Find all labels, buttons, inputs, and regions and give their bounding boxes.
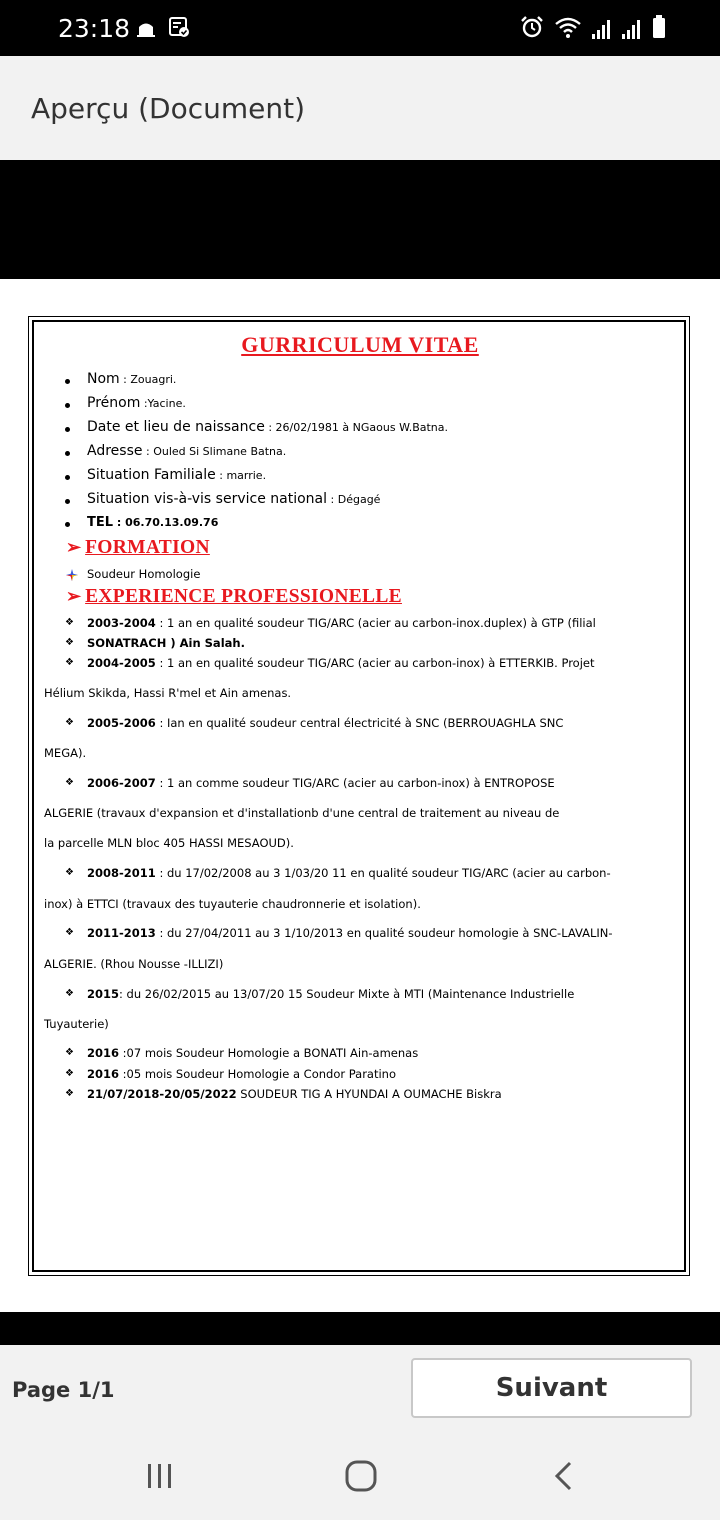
navigation-bar [0, 1431, 720, 1520]
checklist-notification-icon [168, 16, 190, 38]
personal-item-nom: Nom : Zouagri. [87, 371, 177, 387]
diamond-bullet: ❖ [65, 867, 74, 878]
experience-item: 2005-2006 : Ian en qualité soudeur central électricité à SNC (BERROUAGHLA SNC [87, 716, 564, 730]
experience-continuation: Hélium Skikda, Hassi R'mel et Ain amenas. [44, 686, 292, 700]
wifi-icon [554, 15, 582, 39]
preview-bottom-band [0, 1312, 720, 1345]
prayer-app-icon [136, 16, 156, 38]
cv-title: GURRICULUM VITAE [241, 332, 479, 357]
personal-item-prenom: Prénom :Yacine. [87, 395, 186, 411]
diamond-bullet: ❖ [65, 657, 74, 668]
bullet-dot [65, 403, 70, 408]
personal-item-family: Situation Familiale : marrie. [87, 467, 267, 483]
status-bar [0, 0, 720, 56]
experience-item: 2004-2005 : 1 an en qualité soudeur TIG/ARC (acier au carbon-inox) à ETTERKIB. Projet [87, 656, 595, 670]
document-preview[interactable] [0, 279, 720, 1312]
experience-item: 2003-2004 : 1 an en qualité soudeur TIG/ARC (acier au carbon-inox.duplex) à GTP (filial [87, 616, 596, 630]
bullet-dot [65, 499, 70, 504]
experience-continuation: Tuyauterie) [44, 1017, 109, 1031]
diamond-bullet: ❖ [65, 1047, 74, 1058]
signal-icon-1 [592, 19, 612, 39]
experience-continuation: inox) à ETTCI (travaux des tuyauterie chaudronnerie et isolation). [44, 897, 421, 911]
experience-continuation: MEGA). [44, 746, 87, 760]
diamond-bullet: ❖ [65, 717, 74, 728]
experience-item: 2016 :07 mois Soudeur Homologie a BONATI Ain-amenas [87, 1046, 419, 1060]
diamond-bullet: ❖ [65, 777, 74, 788]
home-icon[interactable] [344, 1459, 378, 1493]
recent-apps-icon[interactable] [146, 1462, 174, 1490]
experience-item: 2011-2013 : du 27/04/2011 au 3 1/10/2013 en qualité soudeur homologie à SNC-LAVALIN- [87, 926, 613, 940]
signal-icon-2 [622, 19, 642, 39]
formation-item: Soudeur Homologie [87, 567, 201, 581]
diamond-bullet: ❖ [65, 1068, 74, 1079]
bottom-bar [0, 1345, 720, 1431]
preview-top-band [0, 160, 720, 279]
alarm-icon [520, 15, 544, 39]
experience-item: 2016 :05 mois Soudeur Homologie a Condor Paratino [87, 1067, 397, 1081]
diamond-bullet: ❖ [65, 637, 74, 648]
experience-item: 2015: du 26/02/2015 au 13/07/20 15 Soudeur Mixte à MTI (Maintenance Industrielle [87, 987, 575, 1001]
diamond-bullet: ❖ [65, 1088, 74, 1099]
formation-bullet-icon [66, 569, 78, 581]
personal-item-birth: Date et lieu de naissance : 26/02/1981 à NGaous W.Batna. [87, 419, 449, 435]
experience-item: 2006-2007 : 1 an comme soudeur TIG/ARC (acier au carbon-inox) à ENTROPOSE [87, 776, 555, 790]
diamond-bullet: ❖ [65, 988, 74, 999]
personal-item-address: Adresse : Ouled Si Slimane Batna. [87, 443, 287, 459]
experience-continuation: la parcelle MLN bloc 405 HASSI MESAOUD). [44, 836, 294, 850]
experience-continuation: ALGERIE. (Rhou Nousse -ILLIZI) [44, 957, 224, 971]
experience-heading: ➢ EXPERIENCE PROFESSIONELLE [66, 586, 402, 607]
diamond-bullet: ❖ [65, 927, 74, 938]
bullet-dot [65, 475, 70, 480]
bullet-dot [65, 522, 70, 527]
page-indicator: Page 1/1 [12, 1378, 115, 1402]
personal-item-service: Situation vis-à-vis service national : Dégagé [87, 491, 381, 507]
diamond-bullet: ❖ [65, 617, 74, 628]
bullet-dot [65, 379, 70, 384]
experience-continuation: ALGERIE (travaux d'expansion et d'installationb d'une central de traitement au niveau de [44, 806, 560, 820]
status-time: 23:18 [58, 14, 131, 43]
document-content [0, 279, 720, 1312]
bullet-dot [65, 427, 70, 432]
experience-item: 21/07/2018-20/05/2022 SOUDEUR TIG A HYUNDAI A OUMACHE Biskra [87, 1087, 502, 1101]
experience-item: SONATRACH ) Ain Salah. [87, 636, 245, 650]
app-bar [0, 56, 720, 160]
formation-heading: ➢ FORMATION [66, 537, 210, 558]
battery-icon [652, 15, 666, 39]
back-icon[interactable] [552, 1461, 574, 1491]
bullet-dot [65, 451, 70, 456]
personal-item-tel: TEL : 06.70.13.09.76 [87, 515, 219, 530]
experience-item: 2008-2011 : du 17/02/2008 au 3 1/03/20 11 en qualité soudeur TIG/ARC (acier au carbon- [87, 866, 611, 880]
next-button[interactable]: Suivant [411, 1358, 692, 1418]
page-title: Aperçu (Document) [31, 92, 305, 125]
